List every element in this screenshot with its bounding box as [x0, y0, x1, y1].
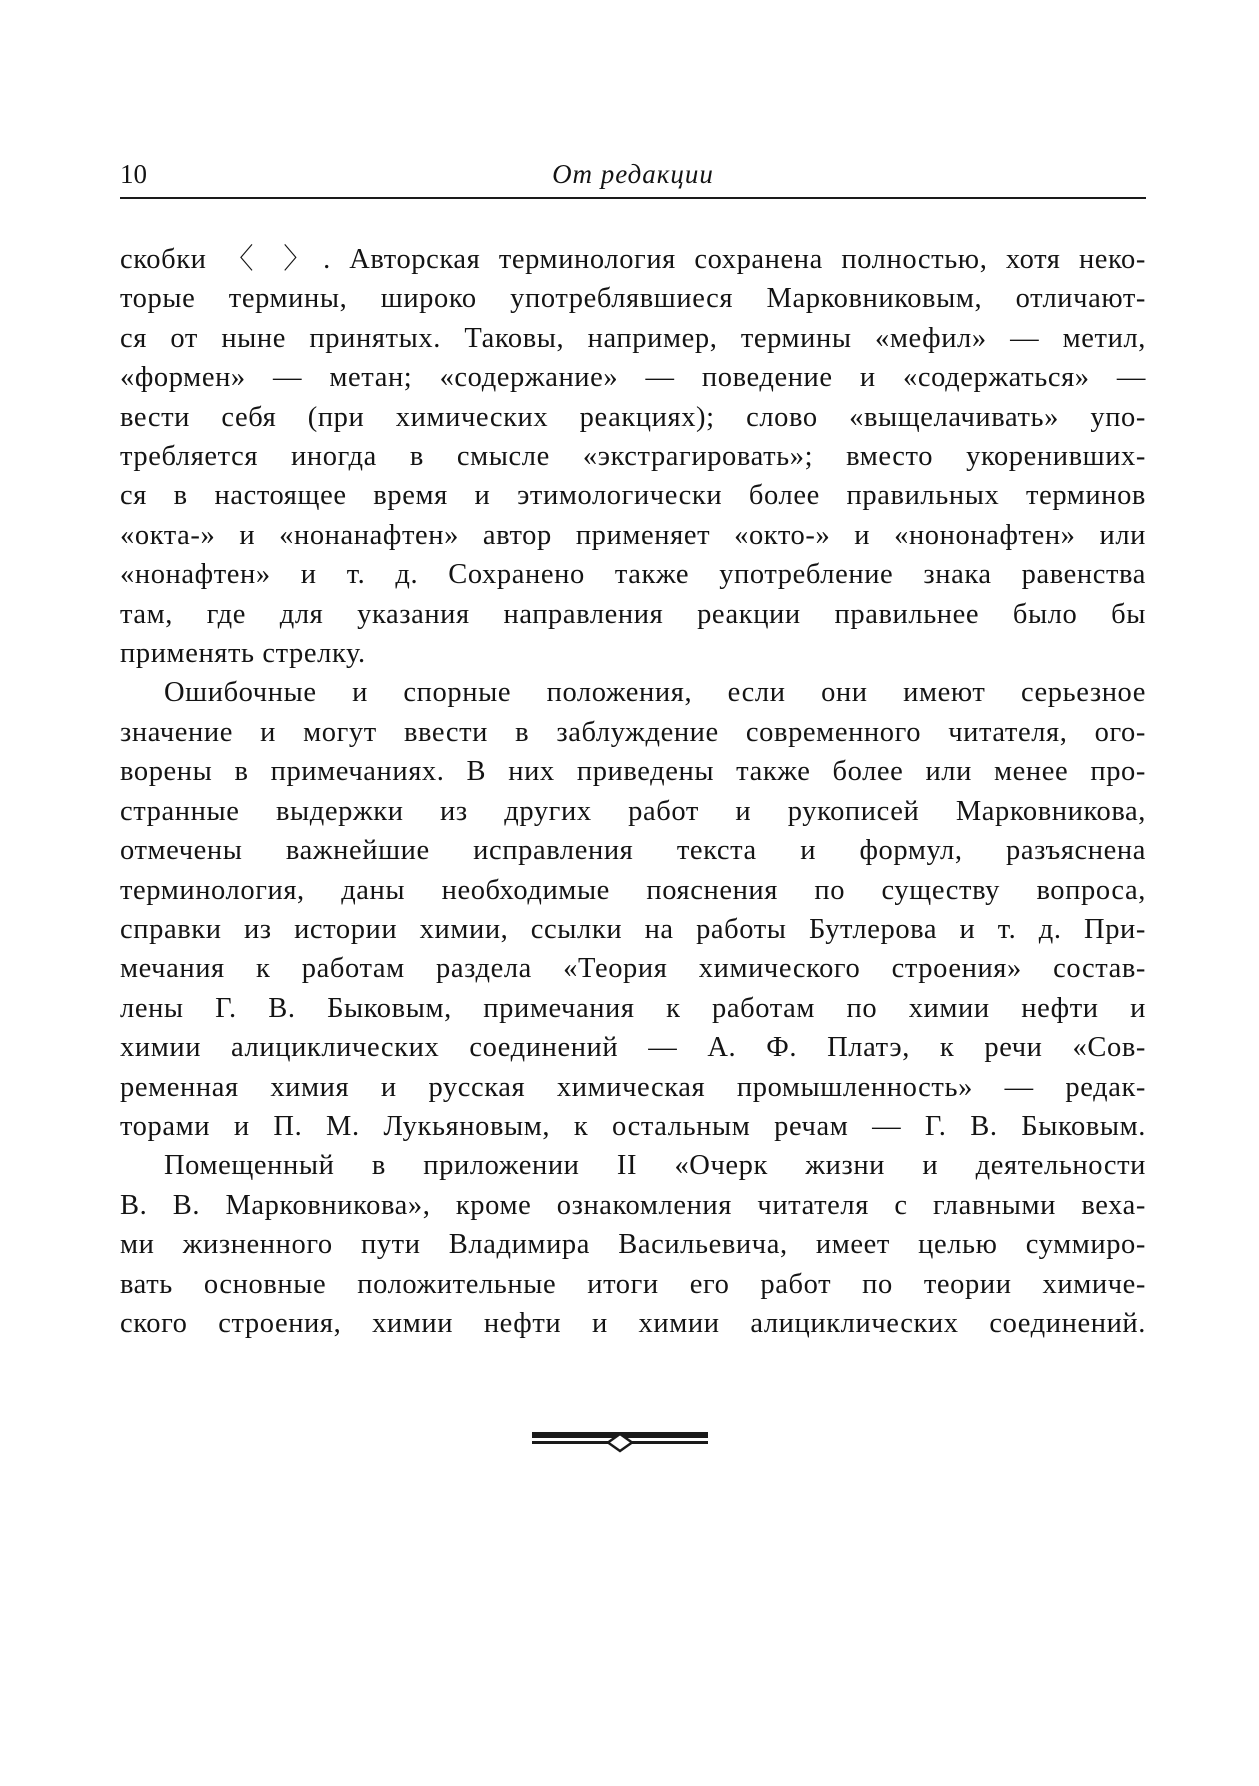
- text-line: «окта-» и «нонанафтен» автор применяет «окто-» и «нононафтен» или: [120, 519, 1146, 551]
- text-line: Помещенный в приложении II «Очерк жизни и деятельности: [164, 1150, 1146, 1182]
- text-line: ми жизненного пути Владимира Васильевича, имеет целью суммиро-: [120, 1229, 1146, 1261]
- text-line: лены Г. В. Быковым, примечания к работам по химии нефти и: [120, 992, 1146, 1024]
- text-line: мечания к работам раздела «Теория химического строения» состав-: [120, 953, 1146, 985]
- text-line: отмечены важнейшие исправления текста и формул, разъяснена: [120, 835, 1146, 867]
- running-head: [120, 156, 1146, 192]
- text-line: терминология, даны необходимые пояснения по существу вопроса,: [120, 874, 1146, 906]
- text-line: странные выдержки из других работ и рукописей Марковникова,: [120, 795, 1146, 827]
- text-line: вать основные положительные итоги его работ по теории химиче-: [120, 1268, 1146, 1300]
- text-line: химии алициклических соединений — А. Ф. Платэ, к речи «Сов-: [120, 1032, 1146, 1064]
- text-line: там, где для указания направления реакции правильнее было бы: [120, 598, 1146, 630]
- text-line: торые термины, широко употреблявшиеся Марковниковым, отличают-: [120, 283, 1146, 315]
- text-line: ся в настоящее время и этимологически более правильных терминов: [120, 480, 1146, 512]
- text-line: ременная химия и русская химическая промышленность» — редак-: [120, 1071, 1146, 1103]
- body-text: [120, 240, 1146, 1343]
- paragraph-2: [120, 673, 1146, 1146]
- text-line: требляется иногда в смысле «экстрагировать»; вместо укоренивших-: [120, 441, 1146, 473]
- paragraph-1: [120, 240, 1146, 673]
- text-line: Ошибочные и спорные положения, если они имеют серьезное: [164, 677, 1146, 709]
- ornament-divider-icon: [532, 1428, 708, 1454]
- text-line: вести себя (при химических реакциях); слово «выщелачивать» упо-: [120, 401, 1146, 433]
- text-line: значение и могут ввести в заблуждение современного читателя, ого-: [120, 716, 1146, 748]
- text-line: «формен» — метан; «содержание» — поведение и «содержаться» —: [120, 362, 1146, 394]
- text-line: ворены в примечаниях. В них приведены также более или менее про-: [120, 756, 1146, 788]
- text-line: «нонафтен» и т. д. Сохранено также употребление знака равенства: [120, 559, 1146, 591]
- text-line: В. В. Марковникова», кроме ознакомления читателя с главными веха-: [120, 1189, 1146, 1221]
- text-line: ского строения, химии нефти и химии алициклических соединений.: [120, 1307, 1146, 1339]
- header-rule: [120, 197, 1146, 199]
- text-line: ся от ныне принятых. Таковы, например, термины «мефил» — метил,: [120, 322, 1146, 354]
- section-title: От редакции: [552, 159, 714, 189]
- page-number: 10: [120, 159, 147, 189]
- text-line: скобки 〈 〉. Авторская терминология сохранена полностью, хотя неко-: [120, 244, 1146, 275]
- text-line: применять стрелку.: [120, 638, 366, 670]
- text-line: справки из истории химии, ссылки на работы Бутлерова и т. д. При-: [120, 913, 1146, 945]
- text-line: торами и П. М. Лукьяновым, к остальным речам — Г. В. Быковым.: [120, 1110, 1146, 1142]
- paragraph-3: [120, 1146, 1146, 1343]
